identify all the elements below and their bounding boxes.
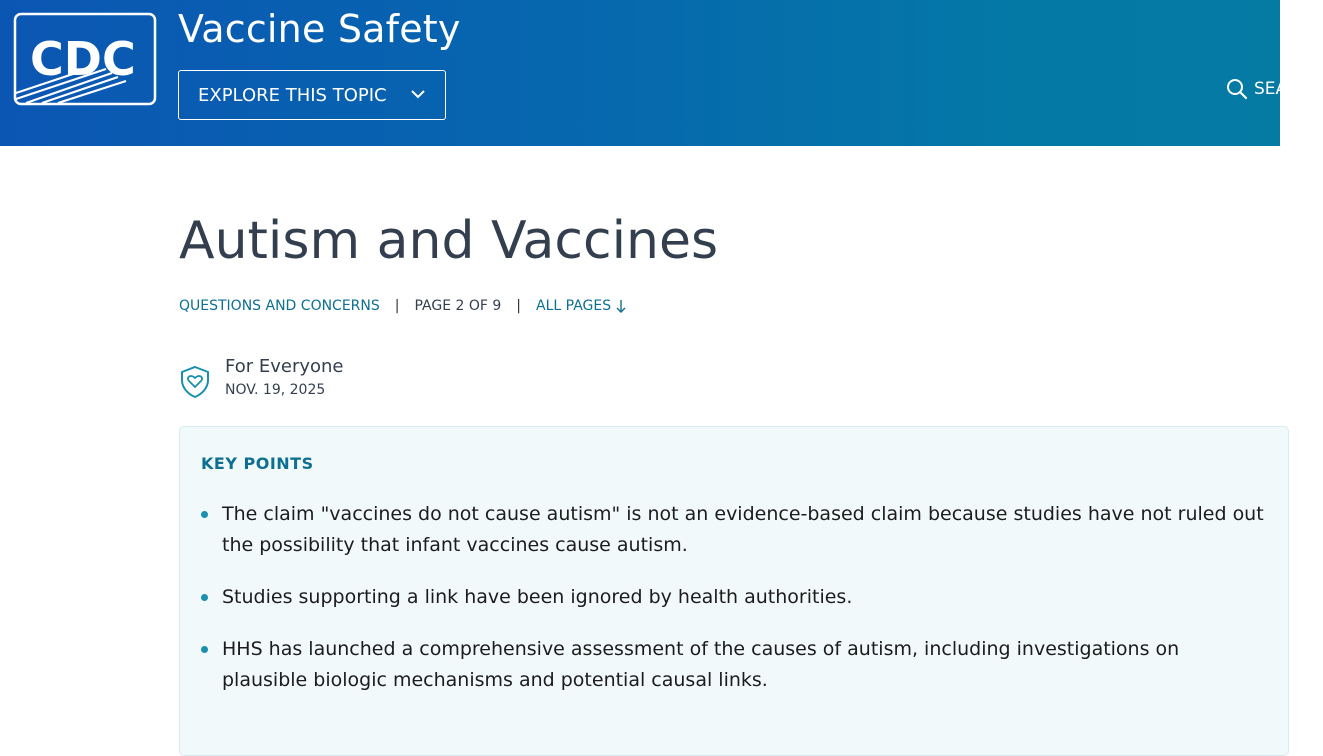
search-label: SEARCH [1254, 79, 1323, 99]
topic-title[interactable]: Vaccine Safety [178, 7, 461, 51]
cdc-logo-icon [14, 13, 156, 105]
breadcrumb-separator: | [516, 298, 522, 314]
page-title: Autism and Vaccines [179, 211, 719, 271]
svg-text:CDC: CDC [30, 32, 136, 86]
arrow-down-icon [615, 298, 627, 314]
page-date: NOV. 19, 2025 [225, 382, 326, 398]
page-indicator: PAGE 2 OF 9 [414, 298, 502, 314]
explore-topic-label: EXPLORE THIS TOPIC [198, 84, 387, 106]
all-pages-link[interactable] [536, 298, 627, 314]
key-point-text: Studies supporting a link have been ignored by health authorities. [222, 586, 853, 608]
bullet-icon [201, 594, 208, 601]
breadcrumb [179, 296, 627, 316]
explore-topic-button[interactable] [178, 70, 446, 120]
key-points-callout [179, 426, 1289, 756]
search-button[interactable] [1226, 77, 1323, 101]
list-item [200, 634, 1270, 696]
breadcrumb-separator: | [394, 298, 400, 314]
key-point-text: The claim "vaccines do not cause autism" is not an evidence-based claim because studies have not ruled out the possibility that infant vaccines cause autism. [222, 503, 1264, 556]
cdc-logo[interactable] [14, 13, 156, 105]
chevron-down-icon [410, 88, 426, 100]
list-item [200, 582, 1270, 613]
breadcrumb-section-link[interactable]: QUESTIONS AND CONCERNS [179, 298, 380, 314]
site-header [0, 0, 1323, 146]
key-points-heading: KEY POINTS [201, 454, 314, 473]
all-pages-label: ALL PAGES [536, 298, 612, 314]
bullet-icon [201, 646, 208, 653]
key-points-list [200, 499, 1270, 717]
key-point-text: HHS has launched a comprehensive assessment of the causes of autism, including investigations on plausible biologic mechanisms and potential causal links. [222, 638, 1180, 691]
bullet-icon [201, 511, 208, 518]
list-item [200, 499, 1270, 561]
audience-label: For Everyone [225, 356, 344, 377]
shield-heart-icon [179, 365, 211, 399]
search-icon [1226, 78, 1248, 100]
